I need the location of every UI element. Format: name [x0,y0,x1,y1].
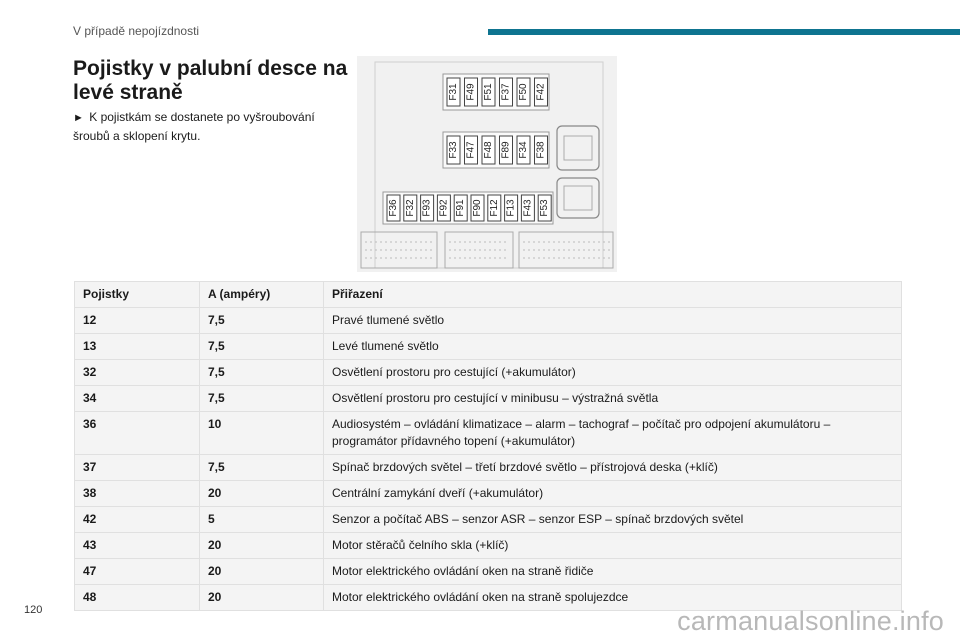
fuse-number: 32 [75,360,200,386]
fuse-box-diagram [357,56,617,272]
table-row [75,412,902,455]
table-header-row [75,282,902,308]
fuse-slot-label: F49 [465,83,477,101]
fuse-slot-label: F91 [455,199,467,217]
instruction-body: K pojistkám se dostanete po vyšroubování šroubů a sklopení krytu. [73,110,315,143]
table-row [75,533,902,559]
fuse-slot-label: F13 [505,199,517,217]
fuse-slot-label: F33 [448,141,459,159]
header-accent-bar [488,29,960,35]
table-row [75,481,902,507]
arrow-bullet-icon: ► [73,112,84,124]
fuse-slot-label: F90 [472,199,483,217]
watermark-text: carmanualsonline.info [677,606,944,636]
fuse-slot-label: F51 [483,83,494,101]
fuse-number: 12 [75,308,200,334]
fuse-slot-label: F93 [421,199,433,217]
page-number: 120 [24,604,43,616]
fuse-assignment: Motor stěračů čelního skla (+klíč) [324,533,902,559]
fuse-assignment: Spínač brzdových světel – třetí brzdové světlo – přístrojová deska (+klíč) [324,455,902,481]
section-title: Pojistky v palubní desce na levé straně [73,57,348,104]
fuse-number: 36 [75,412,200,455]
fuse-assignment: Motor elektrického ovládání oken na straně spolujezdce [324,585,902,611]
table-row [75,360,902,386]
fuse-assignment: Senzor a počítač ABS – senzor ASR – senzor ESP – spínač brzdových světel [324,507,902,533]
fuse-slot-label: F32 [404,199,416,217]
fuse-assignment: Centrální zamykání dveří (+akumulátor) [324,481,902,507]
fuse-assignment: Osvětlení prostoru pro cestující v minibusu – výstražná světla [324,386,902,412]
table-row [75,559,902,585]
fuse-number: 13 [75,334,200,360]
fuse-number: 34 [75,386,200,412]
fuse-slot-label: F92 [438,199,450,217]
fuse-table [74,281,902,611]
fuse-amperage: 20 [200,585,324,611]
fuse-number: 43 [75,533,200,559]
fuse-amperage: 7,5 [200,308,324,334]
fuse-slot-label: F38 [535,141,547,159]
fuse-slot-label: F43 [522,199,534,217]
fuse-slot-label: F42 [535,83,547,101]
fuse-amperage: 5 [200,507,324,533]
table-row [75,455,902,481]
col-header-fuse: Pojistky [75,282,200,308]
fuse-slot-label: F53 [539,199,551,217]
fuse-number: 38 [75,481,200,507]
fuse-amperage: 20 [200,533,324,559]
fuse-slot-label: F34 [518,141,529,159]
fuse-number: 42 [75,507,200,533]
fuse-number: 48 [75,585,200,611]
fuse-number: 47 [75,559,200,585]
table-row [75,334,902,360]
fuse-amperage: 7,5 [200,386,324,412]
running-head: V případě nepojízdnosti [73,24,200,38]
fuse-slot-label: F47 [465,141,477,159]
table-row [75,386,902,412]
fuse-slot-label: F36 [388,199,399,217]
fuse-slot-label: F50 [518,83,529,101]
fuse-assignment: Pravé tlumené světlo [324,308,902,334]
fuse-assignment: Audiosystém – ovládání klimatizace – alarm – tachograf – počítač pro odpojení akumulátoru – programátor přídavného topení (+akumulátor) [324,412,902,455]
fuse-amperage: 7,5 [200,334,324,360]
fuse-assignment: Osvětlení prostoru pro cestující (+akumulátor) [324,360,902,386]
fuse-slot-label: F37 [500,83,512,101]
table-row [75,507,902,533]
table-row [75,308,902,334]
fuse-amperage: 20 [200,559,324,585]
col-header-assignment: Přiřazení [324,282,902,308]
fuse-assignment: Motor elektrického ovládání oken na straně řidiče [324,559,902,585]
fuse-slot-label: F31 [448,83,459,101]
col-header-ampere: A (ampéry) [200,282,324,308]
fuse-assignment: Levé tlumené světlo [324,334,902,360]
fuse-slot-label: F12 [488,199,500,217]
fuse-slot-label: F48 [483,141,494,159]
instruction-text [73,108,343,145]
fuse-amperage: 10 [200,412,324,455]
fuse-amperage: 20 [200,481,324,507]
fuse-amperage: 7,5 [200,360,324,386]
fuse-number: 37 [75,455,200,481]
fuse-slot-label: F89 [500,141,512,159]
fuse-amperage: 7,5 [200,455,324,481]
